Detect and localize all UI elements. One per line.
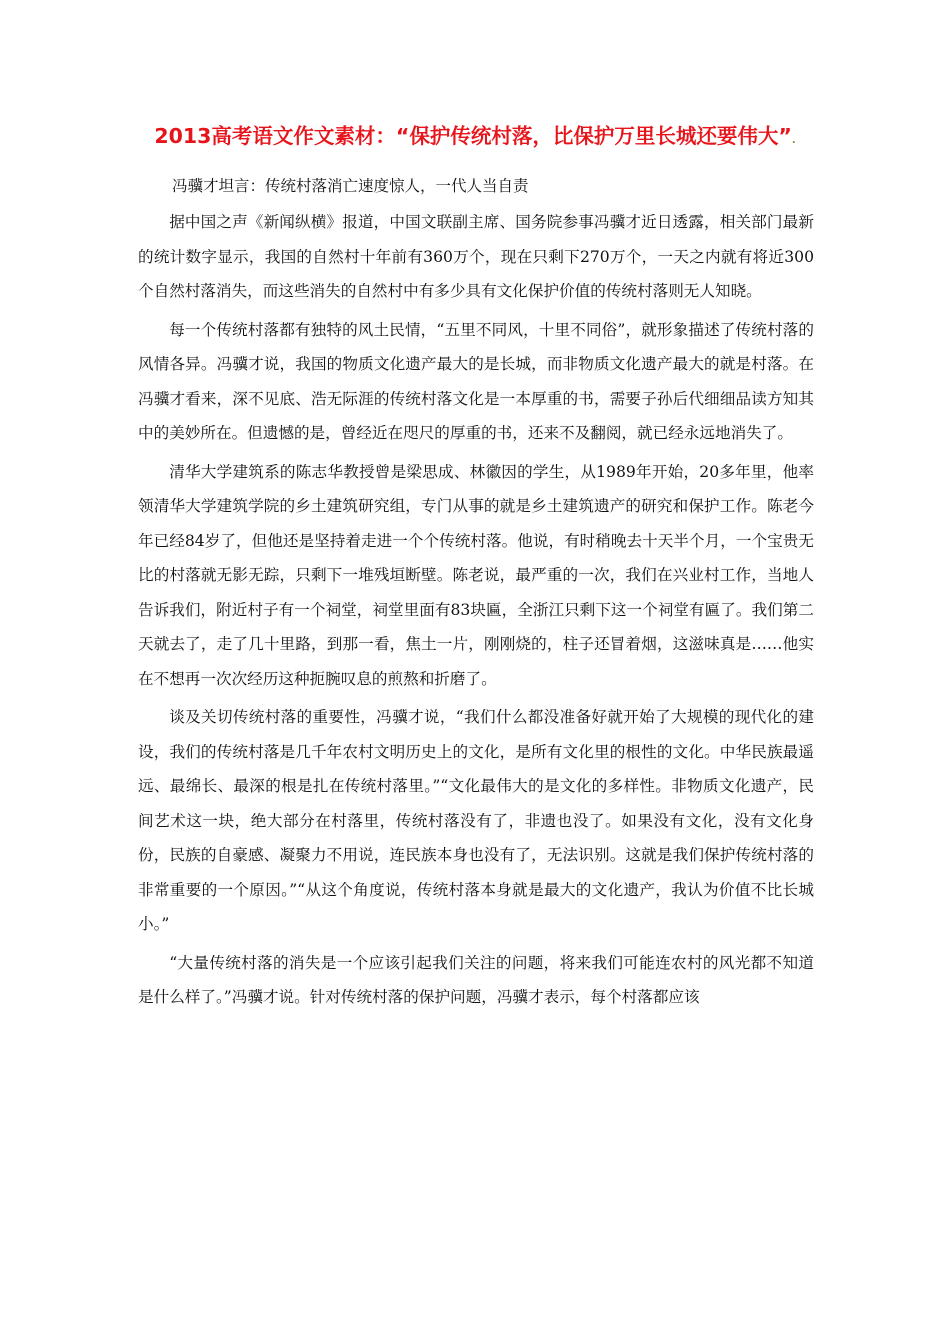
paragraph-4: 谈及关切传统村落的重要性，冯骥才说，“我们什么都没准备好就开始了大规模的现代化的建设，我们的传统村落是几千年农村文明历史上的文化，是所有文化里的根性的文化。中华民族最遥远、最绵长、最深的根是扎在传统村落里。”“文化最伟大的是文化的多样性。非物质文化遗产，民间艺术这一块，绝大部分在村落里，传统村落没有了，非遗也没了。如果没有文化，没有文化身份，民族的自豪感、凝聚力不用说，连民族本身也没有了，无法识别。这就是我们保护传统村落的非常重要的一个原因。”“从这个角度说，传统村落本身就是最大的文化遗产，我认为价值不比长城小。” — [138, 708, 814, 933]
title-text: 2013高考语文作文素材：“保护传统村落，比保护万里长城还要伟大” — [154, 124, 792, 148]
paragraph-2: 每一个传统村落都有独特的风土民情，“五里不同风，十里不同俗”，就形象描述了传统村落的风情各异。冯骥才说，我国的物质文化遗产最大的是长城，而非物质文化遗产最大的就是村落。在冯骥才看来，深不见底、浩无际涯的传统村落文化是一本厚重的书，需要子孙后代细细品读方知其中的美妙所在。但遗憾的是，曾经近在咫尺的厚重的书，还来不及翻阅，就已经永远地消失了。 — [138, 320, 814, 442]
paragraph-5: “大量传统村落的消失是一个应该引起我们关注的问题，将来我们可能连农村的风光都不知道是什么样了。”冯骥才说。针对传统村落的保护问题，冯骥才表示，每个村落都应该 — [138, 953, 814, 1006]
paragraph-1: 据中国之声《新闻纵横》报道，中国文联副主席、国务院参事冯骥才近日透露，相关部门最新的统计数字显示，我国的自然村十年前有360万个，现在只剩下270万个，一天之内就有将近300个自然村落消失，而这些消失的自然村中有多少具有文化保护价值的传统村落则无人知晓。 — [138, 213, 814, 300]
title-mark: . — [791, 135, 796, 146]
document-body — [138, 205, 814, 1019]
paragraph-3: 清华大学建筑系的陈志华教授曾是梁思成、林徽因的学生，从1989年开始，20多年里，他率领清华大学建筑学院的乡土建筑研究组，专门从事的就是乡土建筑遗产的研究和保护工作。陈老今年已经84岁了，但他还是坚持着走进一个个传统村落。他说，有时稍晚去十天半个月，一个宝贵无比的村落就无影无踪，只剩下一堆残垣断壁。陈老说，最严重的一次，我们在兴业村工作，当地人告诉我们，附近村子有一个祠堂，祠堂里面有83块匾，全浙江只剩下这一个祠堂有匾了。我们第二天就去了，走了几十里路，到那一看，焦土一片，刚刚烧的，柱子还冒着烟，这滋味真是……他实在不想再一次次经历这种扼腕叹息的煎熬和折磨了。 — [138, 462, 814, 688]
document-subtitle: 冯骥才坦言：传统村落消亡速度惊人，一代人当自责 — [172, 177, 529, 195]
document-title — [138, 122, 812, 155]
